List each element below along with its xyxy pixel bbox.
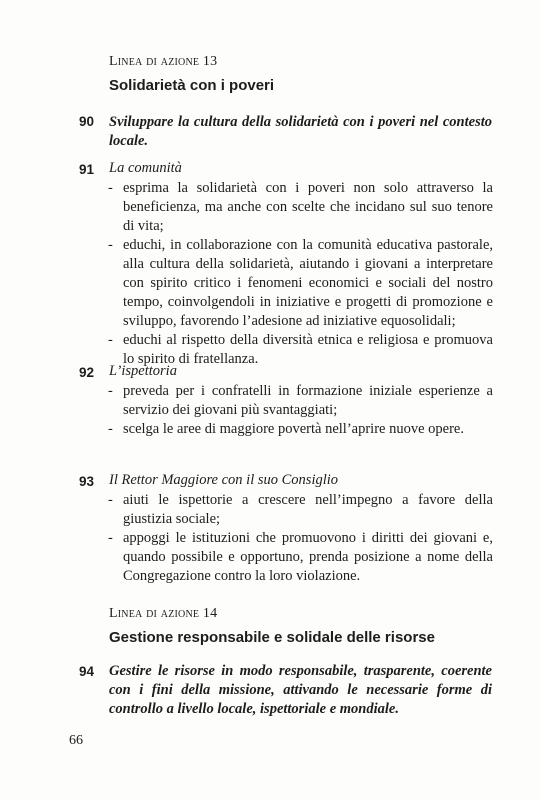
- paragraph-number: 91: [79, 162, 95, 177]
- paragraph-subject: Il Rettor Maggiore con il suo Consiglio: [109, 472, 339, 488]
- bullet-dash: -: [108, 237, 113, 253]
- bullet-dash: -: [108, 180, 113, 196]
- list-item-text: educhi al rispetto della diversità etnica e religiosa e promuova lo spirito di fratellanza.: [123, 332, 493, 367]
- bullet-dash: -: [108, 332, 113, 348]
- action-line-number: 14: [202, 606, 218, 621]
- list-item: [108, 420, 493, 439]
- objective-text: Gestire le risorse in modo responsabile, trasparente, coerente con i fini della missione, attivando le necessarie forme di controllo a livello locale, ispettoriale e mondiale.: [109, 663, 492, 717]
- bullet-dash: -: [108, 421, 113, 437]
- list-item-text: educhi, in collaborazione con la comunità educativa pastorale, alla cultura della solidarietà, aiutando i giovani a interpretare con spirito critico i fenomeni economici e sociali del nostro tempo, coinvolgendoli in iniziative e progetti di promozione e sviluppo, favorendo l’adesione ad iniziative equosolidali;: [123, 237, 493, 329]
- page-number: 66: [69, 733, 83, 748]
- paragraph-number: 90: [79, 114, 95, 129]
- paragraph-number: 94: [79, 664, 95, 679]
- list-item-text: appoggi le istituzioni che promuovono i diritti dei giovani e, quando possibile e opportuno, prenda posizione a nome della Congregazione contro la loro violazione.: [123, 530, 493, 584]
- section-title: Gestione responsabile e solidale delle risorse: [109, 629, 435, 646]
- list-item-text: scelga le aree di maggiore povertà nell’aprire nuove opere.: [123, 421, 464, 437]
- action-line-label: Linea di azione: [109, 606, 200, 621]
- list-item: [108, 382, 493, 420]
- list-item-text: esprima la solidarietà con i poveri non solo attraverso la beneficienza, ma anche con scelte che incidano sul suo tenore di vita;: [123, 180, 493, 234]
- action-line-number: 13: [202, 54, 218, 69]
- action-line-heading: [109, 54, 217, 70]
- list-item: [108, 331, 493, 369]
- action-list: [108, 382, 493, 439]
- bullet-dash: -: [108, 383, 113, 399]
- action-list: [108, 491, 493, 586]
- list-item: [108, 179, 493, 236]
- list-item: [108, 491, 493, 529]
- list-item-text: preveda per i confratelli in formazione iniziale esperienze a servizio dei giovani più svantaggiati;: [123, 383, 493, 418]
- list-item-text: aiuti le ispettorie a crescere nell’impegno a favore della giustizia sociale;: [123, 492, 493, 527]
- action-list: [108, 179, 493, 369]
- bullet-dash: -: [108, 530, 113, 546]
- list-item: [108, 236, 493, 331]
- paragraph-subject: La comunità: [109, 160, 182, 176]
- section-title: Solidarietà con i poveri: [109, 77, 275, 94]
- action-line-label: Linea di azione: [109, 54, 200, 69]
- paragraph-number: 92: [79, 365, 95, 380]
- objective-text: Sviluppare la cultura della solidarietà con i poveri nel contesto locale.: [109, 114, 492, 149]
- list-item: [108, 529, 493, 586]
- paragraph-subject: L’ispettoria: [109, 363, 177, 379]
- action-line-heading: [109, 606, 217, 622]
- paragraph-number: 93: [79, 474, 95, 489]
- bullet-dash: -: [108, 492, 113, 508]
